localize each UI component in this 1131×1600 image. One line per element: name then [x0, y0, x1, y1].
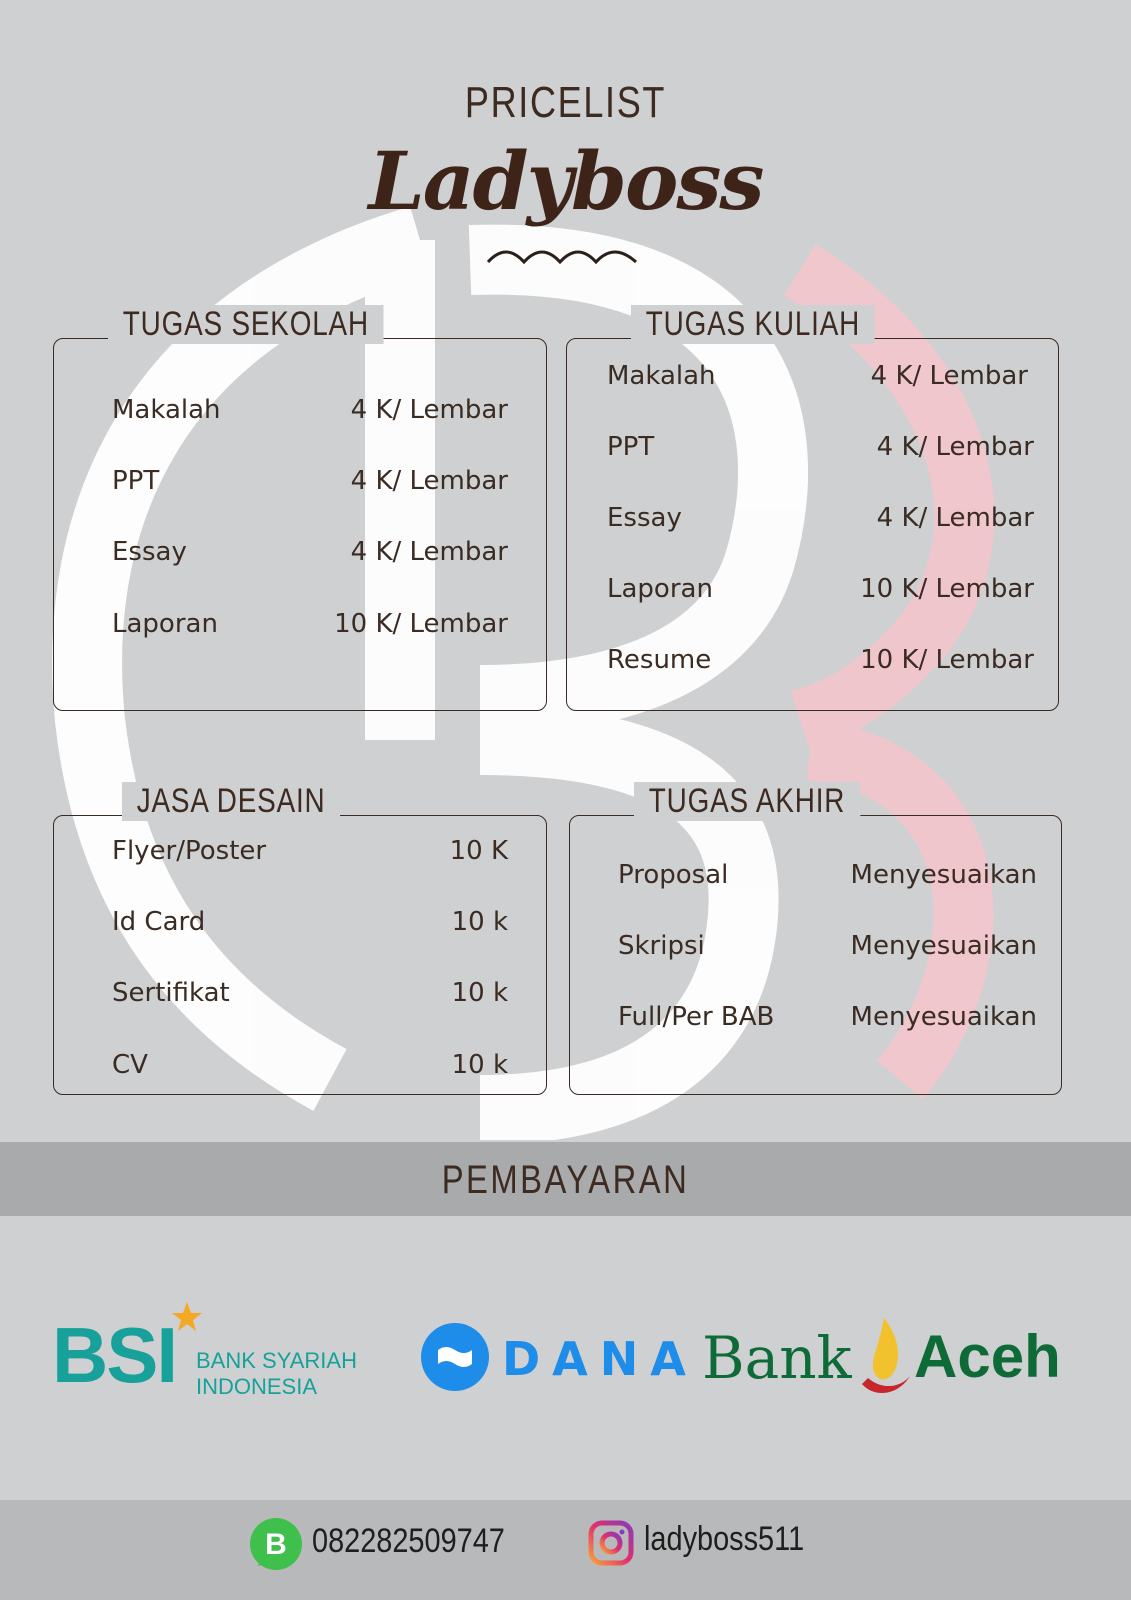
instagram-icon — [588, 1520, 634, 1566]
item-name: Full/Per BAB — [618, 1002, 775, 1032]
price-row — [112, 978, 508, 1018]
whatsapp-icon — [248, 1516, 304, 1572]
item-price: 10 k — [451, 907, 508, 937]
item-name: Essay — [607, 503, 682, 533]
panel-jasa-desain — [53, 782, 547, 1095]
aceh-left: Bank — [702, 1324, 852, 1392]
item-price: Menyesuaikan — [850, 931, 1037, 961]
bank-aceh-logo — [702, 1314, 1082, 1404]
whatsapp-number[interactable]: 082282509747 — [312, 1522, 505, 1560]
bsi-line2: INDONESIA — [196, 1374, 318, 1399]
item-price: 10 k — [451, 978, 508, 1008]
payment-title: PEMBAYARAN — [441, 1158, 690, 1202]
item-name: Essay — [112, 537, 187, 567]
item-price: 4 K/ Lembar — [350, 466, 508, 496]
item-price: 4 K/ Lembar — [876, 503, 1034, 533]
price-row — [112, 466, 508, 506]
price-row — [607, 361, 1034, 401]
panel-tugas-sekolah — [53, 305, 547, 711]
item-name: Laporan — [607, 574, 713, 604]
item-name: Makalah — [112, 395, 221, 425]
price-row — [607, 574, 1034, 614]
item-price: 10 K — [449, 836, 508, 866]
item-price: 10 K/ Lembar — [860, 574, 1034, 604]
item-name: PPT — [112, 466, 160, 496]
star-icon — [170, 1300, 204, 1334]
footer-bar — [0, 1500, 1131, 1600]
item-name: Id Card — [112, 907, 206, 937]
price-row — [112, 836, 508, 876]
price-row — [618, 860, 1037, 900]
price-row — [618, 1002, 1037, 1042]
item-price: 4 K/ Lembar — [350, 395, 508, 425]
item-price: Menyesuaikan — [850, 860, 1037, 890]
panel-title-kuliah: TUGAS KULIAH — [631, 305, 875, 344]
price-row — [618, 931, 1037, 971]
item-name: Makalah — [607, 361, 716, 391]
decorative-wave — [486, 242, 638, 268]
price-row — [112, 609, 508, 649]
price-row — [112, 537, 508, 577]
item-price: Menyesuaikan — [850, 1002, 1037, 1032]
instagram-handle[interactable]: ladyboss511 — [644, 1520, 805, 1558]
bsi-logo — [52, 1300, 382, 1400]
dana-icon — [420, 1322, 490, 1392]
svg-text:B: B — [265, 1528, 287, 1561]
brand-name: Ladyboss — [368, 134, 763, 228]
item-name: CV — [112, 1050, 148, 1080]
item-price: 4 K/ Lembar — [350, 537, 508, 567]
panel-title-akhir: TUGAS AKHIR — [634, 782, 860, 821]
item-price: 4 K/ Lembar — [876, 432, 1034, 462]
price-row — [607, 503, 1034, 543]
panel-title-desain: JASA DESAIN — [122, 782, 340, 821]
price-row — [607, 645, 1034, 685]
item-name: Laporan — [112, 609, 218, 639]
flame-icon — [854, 1314, 914, 1398]
price-row — [607, 432, 1034, 472]
pricelist-heading: PRICELIST — [464, 78, 667, 127]
price-row — [112, 907, 508, 947]
bsi-line1: BANK SYARIAH — [196, 1348, 357, 1373]
item-name: PPT — [607, 432, 655, 462]
item-name: Skripsi — [618, 931, 705, 961]
item-price: 4 K/ Lembar — [870, 361, 1028, 391]
price-row — [112, 395, 508, 435]
item-name: Flyer/Poster — [112, 836, 267, 866]
item-name: Proposal — [618, 860, 729, 890]
panel-title-sekolah: TUGAS SEKOLAH — [108, 305, 384, 344]
panel-tugas-kuliah — [566, 305, 1059, 711]
panel-tugas-akhir — [569, 782, 1062, 1095]
price-row — [112, 1050, 508, 1090]
item-price: 10 k — [451, 1050, 508, 1080]
item-name: Resume — [607, 645, 712, 675]
aceh-right: Aceh — [914, 1323, 1061, 1390]
bsi-mark: BSI — [52, 1311, 177, 1399]
item-price: 10 K/ Lembar — [860, 645, 1034, 675]
dana-text: DANA — [502, 1332, 698, 1386]
item-price: 10 K/ Lembar — [334, 609, 508, 639]
dana-logo — [420, 1322, 698, 1394]
item-name: Sertifikat — [112, 978, 230, 1008]
